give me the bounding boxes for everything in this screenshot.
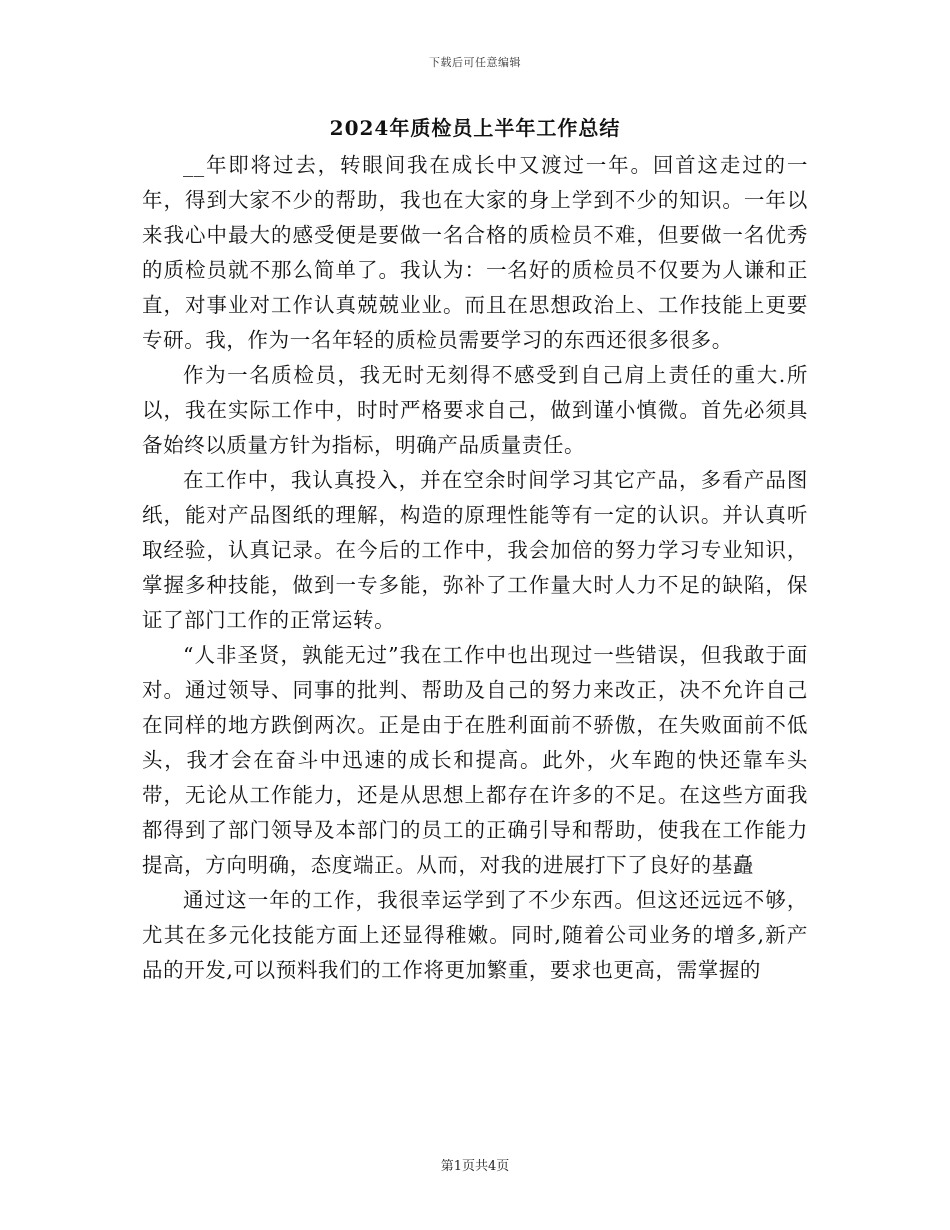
document-title: 2024年质检员上半年工作总结 — [329, 116, 621, 140]
paragraph-2: 作为一名质检员，我无时无刻得不感受到自己肩上责任的重大.所以，我在实际工作中，时时严格要求自己，做到谨小慎微。首先必须具备始终以质量方针为指标，明确产品质量责任。 — [142, 363, 808, 457]
paragraph-3: 在工作中，我认真投入，并在空余时间学习其它产品，多看产品图纸，能对产品图纸的理解，构造的原理性能等有一定的认识。并认真听取经验，认真记录。在今后的工作中，我会加倍的努力学习专业知识，掌握多种技能，做到一专多能，弥补了工作量大时人力不足的缺陷，保证了部门工作的正常运转。 — [142, 468, 808, 632]
document-body — [142, 148, 808, 988]
page-number: 第1页共4页 — [440, 1159, 510, 1174]
paragraph-1: __年即将过去，转眼间我在成长中又渡过一年。回首这走过的一年，得到大家不少的帮助，我也在大家的身上学到不少的知识。一年以来我心中最大的感受便是要做一名合格的质检员不难，但要做一名优秀的质检员就不那么简单了。我认为：一名好的质检员不仅要为人谦和正直，对事业对工作认真兢兢业业。而且在思想政治上、工作技能上更要专研。我，作为一名年轻的质检员需要学习的东西还很多很多。 — [142, 153, 808, 352]
paragraph-5: 通过这一年的工作，我很幸运学到了不少东西。但这还远远不够，尤其在多元化技能方面上还显得稚嫩。同时,随着公司业务的增多,新产品的开发,可以预料我们的工作将更加繁重，要求也更高，需掌握的 — [142, 888, 808, 982]
header-note: 下载后可任意编辑 — [429, 56, 521, 69]
paragraph-4: “人非圣贤，孰能无过”我在工作中也出现过一些错误，但我敢于面对。通过领导、同事的批判、帮助及自己的努力来改正，决不允许自己在同样的地方跌倒两次。正是由于在胜利面前不骄傲，在失败面前不低头，我才会在奋斗中迅速的成长和提高。此外，火车跑的快还靠车头带，无论从工作能力，还是从思想上都存在许多的不足。在这些方面我都得到了部门领导及本部门的员工的正确引导和帮助，使我在工作能力提高，方向明确，态度端正。从而，对我的进展打下了良好的基矗 — [142, 643, 808, 877]
